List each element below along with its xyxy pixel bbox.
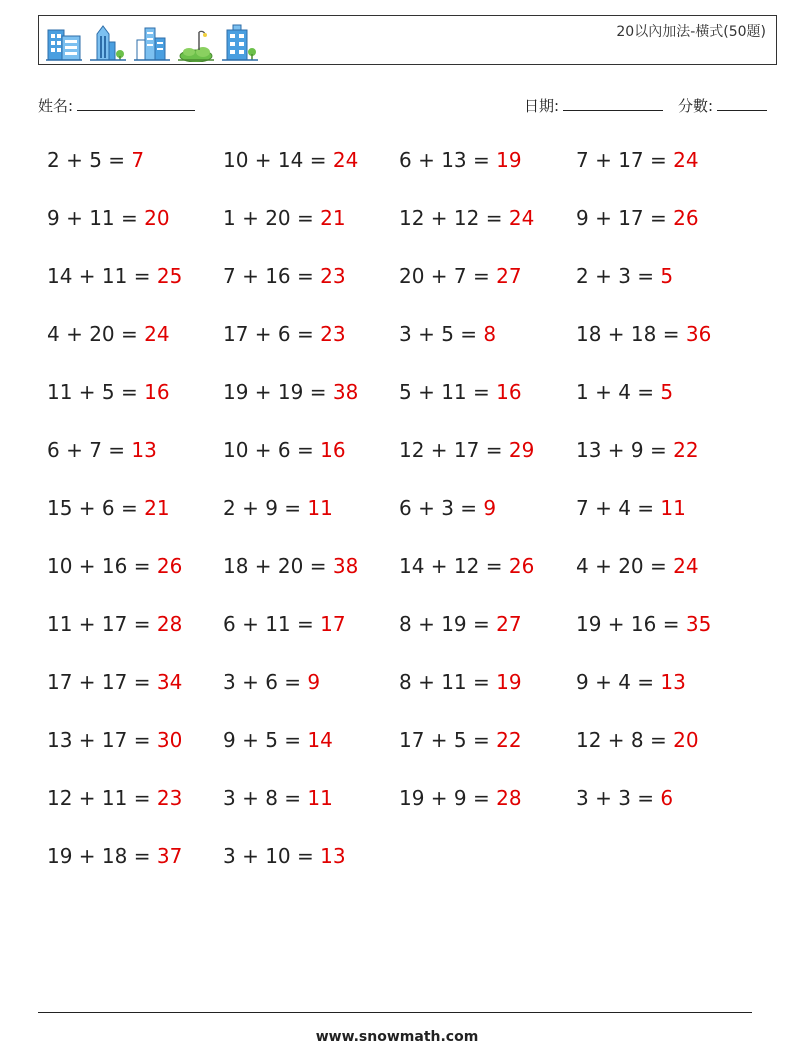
- problem-question: 18 + 20 =: [223, 554, 327, 578]
- problem-answer: 24: [673, 148, 699, 172]
- problem-item: [47, 670, 182, 694]
- problem-item: [576, 148, 699, 172]
- problem-question: 12 + 12 =: [399, 206, 503, 230]
- header-icons: [45, 22, 259, 62]
- problem-answer: 19: [496, 148, 522, 172]
- problem-item: [223, 612, 346, 636]
- problem-answer: 11: [307, 496, 333, 520]
- problem-answer: 26: [508, 554, 535, 578]
- problem-answer: 34: [156, 670, 183, 694]
- problem-answer: 11: [307, 786, 333, 810]
- problem-item: [47, 206, 170, 230]
- problem-question: 12 + 17 =: [399, 438, 503, 462]
- problem-item: [399, 438, 534, 462]
- score-field: [678, 94, 767, 116]
- problem-item: [223, 322, 346, 346]
- problem-question: 8 + 11 =: [399, 670, 490, 694]
- park-landscape-icon: [177, 22, 215, 62]
- problem-answer: 28: [496, 786, 522, 810]
- apartment-building-icon: [221, 22, 259, 62]
- city-buildings-icon: [133, 22, 171, 62]
- problem-item: [47, 786, 182, 810]
- problem-answer: 14: [307, 728, 333, 752]
- problem-question: 2 + 9 =: [223, 496, 302, 520]
- problem-question: 11 + 5 =: [47, 380, 138, 404]
- problem-question: 3 + 3 =: [576, 786, 655, 810]
- problem-item: [223, 728, 333, 752]
- problem-item: [576, 322, 711, 346]
- problem-question: 13 + 9 =: [576, 438, 667, 462]
- problem-answer: 38: [332, 380, 359, 404]
- problem-question: 14 + 11 =: [47, 264, 151, 288]
- problem-item: [399, 148, 522, 172]
- problem-answer: 28: [156, 612, 183, 636]
- problem-question: 2 + 3 =: [576, 264, 655, 288]
- problem-question: 3 + 8 =: [223, 786, 302, 810]
- problem-question: 13 + 17 =: [47, 728, 151, 752]
- problem-item: [47, 148, 144, 172]
- problem-question: 12 + 11 =: [47, 786, 151, 810]
- problem-answer: 26: [156, 554, 183, 578]
- score-blank-line[interactable]: [717, 94, 767, 111]
- problem-answer: 36: [685, 322, 712, 346]
- problem-item: [399, 612, 522, 636]
- problem-item: [223, 786, 333, 810]
- problem-answer: 9: [307, 670, 321, 694]
- problem-question: 7 + 4 =: [576, 496, 655, 520]
- worksheet-title: 20以內加法-橫式(50題): [616, 24, 766, 40]
- problem-item: [47, 438, 157, 462]
- problem-question: 19 + 19 =: [223, 380, 327, 404]
- footer-url: www.snowmath.com: [315, 1029, 479, 1045]
- problem-question: 10 + 14 =: [223, 148, 327, 172]
- problem-answer: 23: [320, 322, 346, 346]
- problem-item: [47, 380, 170, 404]
- problem-answer: 16: [496, 380, 522, 404]
- problem-item: [576, 670, 686, 694]
- problem-answer: 21: [144, 496, 170, 520]
- problem-answer: 30: [156, 728, 183, 752]
- problem-item: [576, 496, 686, 520]
- problem-item: [223, 206, 346, 230]
- problem-question: 6 + 3 =: [399, 496, 478, 520]
- problem-answer: 5: [660, 264, 674, 288]
- problem-question: 4 + 20 =: [576, 554, 667, 578]
- problem-item: [399, 380, 522, 404]
- problem-answer: 7: [131, 148, 145, 172]
- problem-question: 17 + 17 =: [47, 670, 151, 694]
- problem-answer: 27: [496, 264, 522, 288]
- problem-question: 4 + 20 =: [47, 322, 138, 346]
- problem-question: 1 + 20 =: [223, 206, 314, 230]
- problem-question: 9 + 17 =: [576, 206, 667, 230]
- problem-item: [223, 844, 346, 868]
- problem-answer: 13: [131, 438, 157, 462]
- problem-answer: 16: [144, 380, 170, 404]
- problem-answer: 17: [320, 612, 346, 636]
- problem-answer: 21: [320, 206, 346, 230]
- office-building-icon: [45, 22, 83, 62]
- problem-answer: 24: [508, 206, 535, 230]
- problem-answer: 25: [156, 264, 183, 288]
- problem-item: [399, 496, 496, 520]
- problem-item: [47, 612, 182, 636]
- problem-question: 3 + 5 =: [399, 322, 478, 346]
- problem-question: 9 + 11 =: [47, 206, 138, 230]
- problem-item: [399, 206, 534, 230]
- problem-answer: 13: [660, 670, 686, 694]
- problem-item: [399, 728, 522, 752]
- problem-answer: 24: [144, 322, 170, 346]
- problem-item: [399, 322, 496, 346]
- score-label: 分數:: [678, 97, 714, 115]
- problem-question: 9 + 4 =: [576, 670, 655, 694]
- problem-question: 17 + 5 =: [399, 728, 490, 752]
- problem-answer: 6: [660, 786, 674, 810]
- problem-item: [576, 612, 711, 636]
- problem-question: 1 + 4 =: [576, 380, 655, 404]
- problem-question: 9 + 5 =: [223, 728, 302, 752]
- problem-answer: 23: [156, 786, 183, 810]
- problem-item: [576, 786, 673, 810]
- problem-question: 10 + 16 =: [47, 554, 151, 578]
- problem-answer: 20: [673, 728, 699, 752]
- date-label: 日期:: [524, 97, 560, 115]
- problem-item: [399, 554, 534, 578]
- problem-answer: 35: [685, 612, 712, 636]
- problem-question: 19 + 9 =: [399, 786, 490, 810]
- problem-item: [223, 148, 358, 172]
- problem-item: [47, 322, 170, 346]
- problem-answer: 24: [332, 148, 359, 172]
- problem-answer: 37: [156, 844, 183, 868]
- problem-item: [399, 786, 522, 810]
- name-label: 姓名:: [38, 97, 74, 115]
- problem-item: [576, 728, 699, 752]
- problem-question: 19 + 16 =: [576, 612, 680, 636]
- problem-answer: 22: [496, 728, 522, 752]
- problem-answer: 29: [508, 438, 535, 462]
- problem-answer: 38: [332, 554, 359, 578]
- problem-question: 19 + 18 =: [47, 844, 151, 868]
- problem-answer: 27: [496, 612, 522, 636]
- problem-question: 17 + 6 =: [223, 322, 314, 346]
- problem-item: [576, 206, 699, 230]
- problem-item: [399, 264, 522, 288]
- problem-question: 20 + 7 =: [399, 264, 490, 288]
- date-blank-line[interactable]: [563, 94, 663, 111]
- problem-item: [399, 670, 522, 694]
- problem-item: [47, 844, 182, 868]
- date-field: [524, 94, 663, 116]
- problem-question: 3 + 6 =: [223, 670, 302, 694]
- problem-answer: 13: [320, 844, 346, 868]
- problem-question: 15 + 6 =: [47, 496, 138, 520]
- problem-question: 6 + 7 =: [47, 438, 126, 462]
- problem-question: 11 + 17 =: [47, 612, 151, 636]
- problem-question: 6 + 11 =: [223, 612, 314, 636]
- problem-question: 6 + 13 =: [399, 148, 490, 172]
- name-field: [38, 94, 195, 116]
- problem-answer: 11: [660, 496, 686, 520]
- problem-answer: 16: [320, 438, 346, 462]
- problem-answer: 20: [144, 206, 170, 230]
- problem-item: [576, 380, 673, 404]
- problem-answer: 8: [483, 322, 497, 346]
- problem-question: 3 + 10 =: [223, 844, 314, 868]
- problem-item: [576, 438, 699, 462]
- problem-item: [223, 380, 358, 404]
- problem-item: [47, 496, 170, 520]
- problem-answer: 24: [673, 554, 699, 578]
- worksheet-header: [38, 15, 777, 65]
- problem-question: 14 + 12 =: [399, 554, 503, 578]
- skyscraper-icon: [89, 22, 127, 62]
- problem-item: [576, 264, 673, 288]
- problem-item: [223, 670, 320, 694]
- problem-answer: 5: [660, 380, 674, 404]
- problem-item: [223, 438, 346, 462]
- problem-question: 12 + 8 =: [576, 728, 667, 752]
- problem-answer: 19: [496, 670, 522, 694]
- problem-question: 2 + 5 =: [47, 148, 126, 172]
- problem-answer: 22: [673, 438, 699, 462]
- problem-question: 7 + 16 =: [223, 264, 314, 288]
- problem-item: [576, 554, 699, 578]
- problem-answer: 9: [483, 496, 497, 520]
- problem-item: [223, 554, 358, 578]
- problem-item: [223, 264, 346, 288]
- footer-divider: [38, 1012, 752, 1013]
- problem-item: [47, 264, 182, 288]
- problem-item: [223, 496, 333, 520]
- problem-question: 5 + 11 =: [399, 380, 490, 404]
- problem-answer: 26: [673, 206, 699, 230]
- problem-question: 8 + 19 =: [399, 612, 490, 636]
- problem-item: [47, 728, 182, 752]
- name-blank-line[interactable]: [77, 94, 195, 111]
- problem-question: 10 + 6 =: [223, 438, 314, 462]
- problem-question: 18 + 18 =: [576, 322, 680, 346]
- problem-answer: 23: [320, 264, 346, 288]
- problem-item: [47, 554, 182, 578]
- problem-question: 7 + 17 =: [576, 148, 667, 172]
